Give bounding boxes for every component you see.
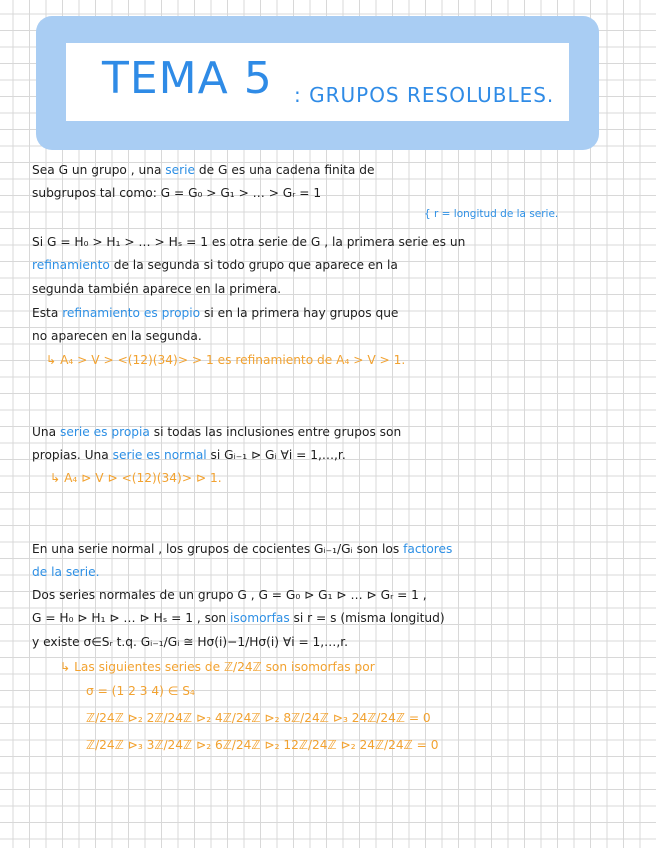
- term-de-la-serie: de la serie.: [32, 565, 100, 579]
- text-fragment: Esta: [32, 306, 59, 320]
- text-line-s4-4: [32, 610, 445, 626]
- text-fragment: si todas las inclusiones entre grupos son: [153, 425, 402, 439]
- term-refinamiento-propio: refinamiento es propio: [62, 306, 201, 320]
- example-series-2: ℤ/24ℤ ⊳₃ 3ℤ/24ℤ ⊳₂ 6ℤ/24ℤ ⊳₂ 12ℤ/24ℤ ⊳₂ 24ℤ/24ℤ = 0: [86, 738, 439, 752]
- text-fragment: Una: [32, 425, 57, 439]
- text-fragment: propias. Una: [32, 448, 109, 462]
- text-line-s1-2: subgrupos tal como: G = G₀ > G₁ > … > Gᵣ = 1: [32, 186, 322, 200]
- text-fragment: de la segunda si todo grupo que aparece en la: [113, 258, 398, 272]
- page-subtitle: : GRUPOS RESOLUBLES.: [294, 83, 555, 107]
- text-line-s2-1: Si G = H₀ > H₁ > … > Hₛ = 1 es otra serie de G , la primera serie es un: [32, 235, 466, 249]
- title-banner: [36, 16, 599, 150]
- text-fragment: de G es una cadena finita de: [198, 163, 375, 177]
- text-fragment: si Gᵢ₋₁ ⊳ Gᵢ ∀i = 1,…,r.: [210, 448, 346, 462]
- page-title: TEMA 5: [102, 53, 273, 104]
- example-series-1: ℤ/24ℤ ⊳₂ 2ℤ/24ℤ ⊳₂ 4ℤ/24ℤ ⊳₂ 8ℤ/24ℤ ⊳₃ 24ℤ/24ℤ = 0: [86, 711, 431, 725]
- text-fragment: si r = s (misma longitud): [293, 611, 445, 625]
- term-isomorfas: isomorfas: [230, 611, 290, 625]
- text-line-s2-4: [32, 305, 398, 321]
- text-fragment: si en la primera hay grupos que: [204, 306, 399, 320]
- example-refinamiento: ↳ A₄ > V > <(12)(34)> > 1 es refinamiento de A₄ > V > 1.: [46, 353, 406, 367]
- note-longitud: { r = longitud de la serie.: [424, 208, 559, 220]
- example-isomorfas-intro: ↳ Las siguientes series de ℤ/24ℤ son isomorfas por: [60, 660, 375, 674]
- text-fragment: G = H₀ ⊳ H₁ ⊳ … ⊳ Hₛ = 1 , son: [32, 611, 227, 625]
- title-box: [66, 43, 569, 121]
- term-serie-normal: serie es normal: [112, 448, 207, 462]
- text-line-s2-3: segunda también aparece en la primera.: [32, 282, 282, 296]
- text-fragment: En una serie normal , los grupos de cocientes Gᵢ₋₁/Gᵢ son los: [32, 542, 400, 556]
- example-permutation: σ = (1 2 3 4) ∈ S₄: [86, 684, 195, 698]
- example-serie-normal: ↳ A₄ ⊳ V ⊳ <(12)(34)> ⊳ 1.: [50, 471, 222, 485]
- text-fragment: Sea G un grupo , una: [32, 163, 162, 177]
- text-line-s3-2: [32, 447, 346, 463]
- text-line-s3-1: [32, 424, 401, 440]
- text-line-s1-1: [32, 162, 374, 178]
- term-serie: serie: [165, 163, 196, 177]
- text-line-s4-3: Dos series normales de un grupo G , G = G₀ ⊳ G₁ ⊳ … ⊳ Gᵣ = 1 ,: [32, 588, 427, 602]
- term-factores: factores: [403, 542, 453, 556]
- term-serie-propia: serie es propia: [60, 425, 150, 439]
- text-line-s2-2: [32, 257, 398, 273]
- text-line-s2-5: no aparecen en la segunda.: [32, 329, 202, 343]
- text-line-s4-1: [32, 541, 452, 557]
- term-refinamiento: refinamiento: [32, 258, 110, 272]
- text-line-s4-5: y existe σ∈Sᵣ t.q. Gᵢ₋₁/Gᵢ ≅ Hσ(i)−1/Hσ(i) ∀i = 1,…,r.: [32, 635, 348, 649]
